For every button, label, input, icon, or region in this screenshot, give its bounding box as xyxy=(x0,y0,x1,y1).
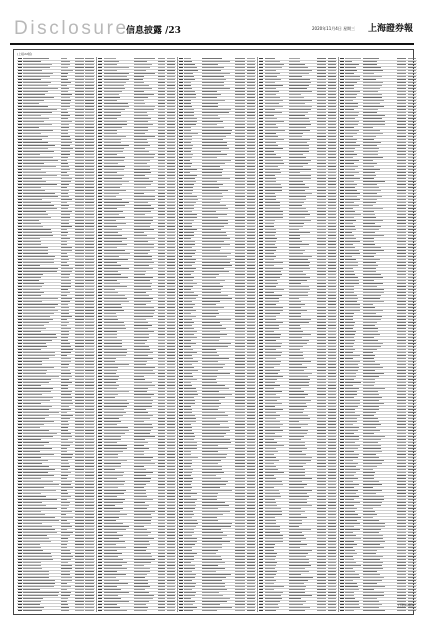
table-column-2 xyxy=(98,57,176,612)
continued-from-label: (上接22版) xyxy=(17,52,33,56)
column-divider xyxy=(177,57,178,612)
masthead-wordmark: Disclosure xyxy=(14,18,129,39)
column-divider xyxy=(96,57,97,612)
disclosure-table-area xyxy=(13,49,414,615)
newspaper-name: 上海證券報 xyxy=(368,24,414,34)
header-rule xyxy=(10,43,414,45)
masthead xyxy=(10,16,414,44)
issue-date: 2020年11月4日 星期三 xyxy=(312,26,356,31)
section-title: 信息披露 /23 xyxy=(126,26,181,36)
table-column-1 xyxy=(17,57,95,612)
table-column-3 xyxy=(178,57,256,612)
table-column-4 xyxy=(259,57,337,612)
table-row xyxy=(178,609,256,612)
column-divider xyxy=(257,57,258,612)
table-row xyxy=(98,609,176,612)
table-row xyxy=(17,609,95,612)
